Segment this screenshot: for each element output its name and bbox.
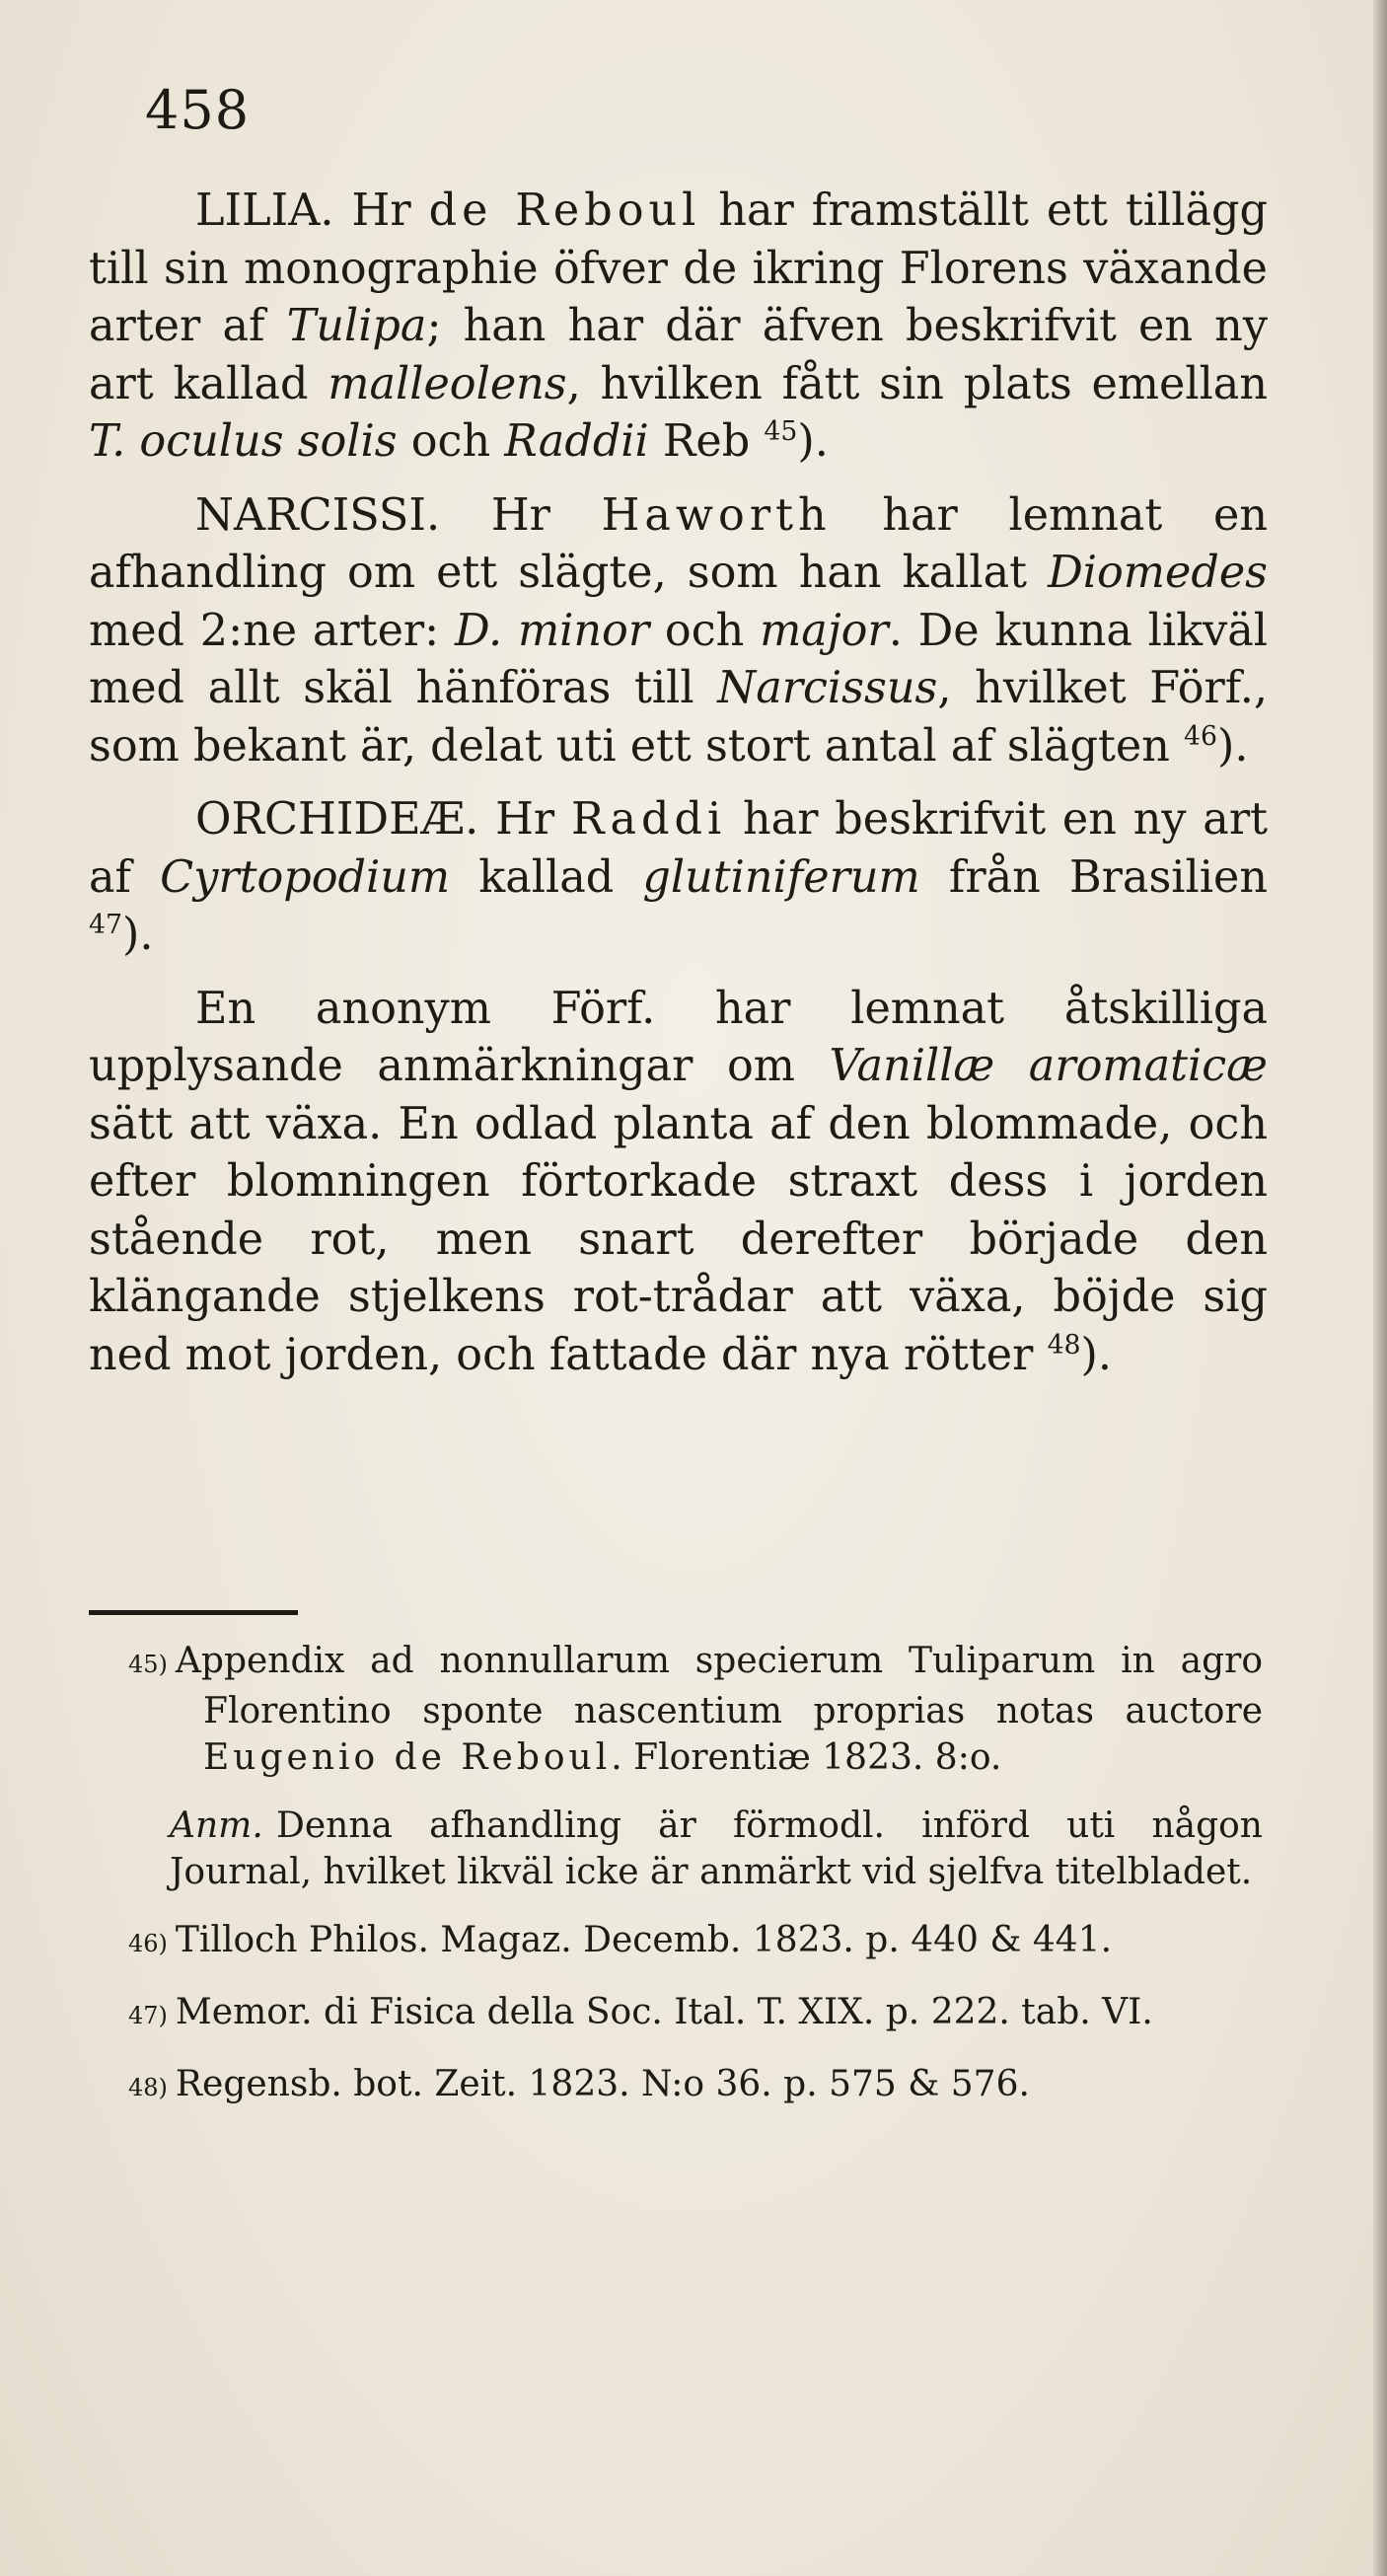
text-run: Regensb. bot. Zeit. 1823. N:o 36. p. 575 & 576. — [175, 2064, 1030, 2104]
text-run: D. minor — [454, 605, 650, 656]
text-run: Raddii — [504, 416, 649, 467]
footnote — [128, 2061, 1263, 2111]
text-run: ORCHIDEÆ. — [195, 794, 496, 845]
body-text — [89, 183, 1268, 1400]
text-run: Appendix ad nonnullarum specierum Tuliparum in agro Florentino sponte nascentium proprias notas auctore — [175, 1641, 1263, 1731]
text-run: 48 — [1047, 1329, 1081, 1361]
paragraph — [89, 183, 1268, 472]
footnote-number: 45) — [128, 1651, 168, 1678]
text-run: , hvilket Förf., som bekant är, delat uti ett stort antal af slägten — [89, 663, 1268, 772]
text-run: kallad — [450, 851, 643, 903]
text-run: Denna afhandling är förmodl. införd uti någon Journal, hvilket likväl icke är anmärkt vid sjelfva titelbladet. — [170, 1805, 1263, 1892]
text-run: Tulipa — [286, 301, 427, 351]
text-run: ; han har där äfven beskrifvit en ny art kallad — [89, 301, 1268, 409]
footnotes — [128, 1638, 1263, 2133]
text-run: En anonym Förf. har lemnat åtskilliga upplysande anmärkningar om — [89, 983, 1268, 1091]
text-run: och — [649, 605, 761, 656]
text-run: , hvilken fått sin plats emellan — [566, 358, 1268, 409]
text-run: malleolens — [328, 358, 567, 409]
text-run: glutiniferum — [642, 851, 920, 903]
text-run: sätt att växa. En odlad planta af den blommade, och efter blomningen förtorkade straxt dess i jorden stående rot, men snart derefter började den klängande stjelkens rot-trådar att växa, böjde sig ned mot jorden, och fattade där nya rötter — [89, 1098, 1268, 1380]
footnote-rule — [89, 1610, 298, 1615]
text-run: NARCISSI. — [195, 489, 491, 541]
text-run: . Florentiæ 1823. 8:o. — [611, 1737, 1002, 1778]
text-run: Hr — [351, 185, 429, 236]
footnote — [128, 1638, 1263, 1781]
text-run: har lemnat en afhandling om ett slägte, som han kallat — [89, 489, 1269, 598]
text-run: med 2:ne arter: — [89, 605, 455, 656]
text-run: Diomedes — [1048, 548, 1268, 598]
paragraph — [89, 791, 1268, 965]
text-run: 46 — [1184, 720, 1217, 752]
text-run: har beskrifvit en ny art af — [89, 794, 1268, 903]
text-run: Cyrtopodium — [160, 851, 451, 903]
text-run: Haworth — [601, 489, 832, 541]
text-run: Hr — [490, 489, 602, 541]
text-run: ). — [1080, 1329, 1113, 1380]
text-run: ). — [797, 416, 829, 467]
text-run: Tilloch Philos. Magaz. Decemb. 1823. p. 440 & 441. — [175, 1920, 1113, 1960]
footnote — [128, 1917, 1263, 1967]
text-run: de Reboul — [428, 185, 701, 236]
text-run: 45 — [764, 416, 798, 448]
text-run: LILIA. — [195, 185, 352, 236]
footnote — [128, 1989, 1263, 2039]
paragraph — [89, 981, 1268, 1385]
text-run: Raddi — [570, 794, 727, 845]
text-run: Anm. — [170, 1805, 263, 1846]
text-run: T. oculus solis — [89, 416, 398, 467]
text-run: Eugenio de Reboul — [203, 1737, 612, 1778]
page-number: 458 — [145, 79, 251, 141]
text-run: Memor. di Fisica della Soc. Ital. T. XIX. p. 222. tab. VI. — [175, 1992, 1153, 2032]
text-run: Narcissus — [717, 663, 938, 713]
text-run: . De kunna likväl med allt skäl hänföras till — [89, 605, 1269, 713]
text-run: från Brasilien — [919, 851, 1268, 903]
text-run: major — [760, 605, 889, 656]
paragraph — [89, 487, 1268, 776]
footnote-number: 48) — [128, 2074, 168, 2101]
footnote-remark — [170, 1803, 1263, 1895]
text-run: ). — [1216, 720, 1249, 772]
text-run: Hr — [495, 794, 571, 845]
text-run: har framställt ett tillägg till sin monographie öfver de ikring Florens växande arter af — [89, 185, 1268, 351]
text-run: ). — [121, 910, 154, 960]
text-run: Reb — [648, 416, 765, 467]
text-run: och — [397, 416, 505, 467]
text-run: Vanillæ aromaticæ — [829, 1041, 1268, 1091]
footnote-number: 46) — [128, 1930, 168, 1957]
footnote-number: 47) — [128, 2002, 168, 2029]
text-run: 47 — [89, 910, 122, 941]
